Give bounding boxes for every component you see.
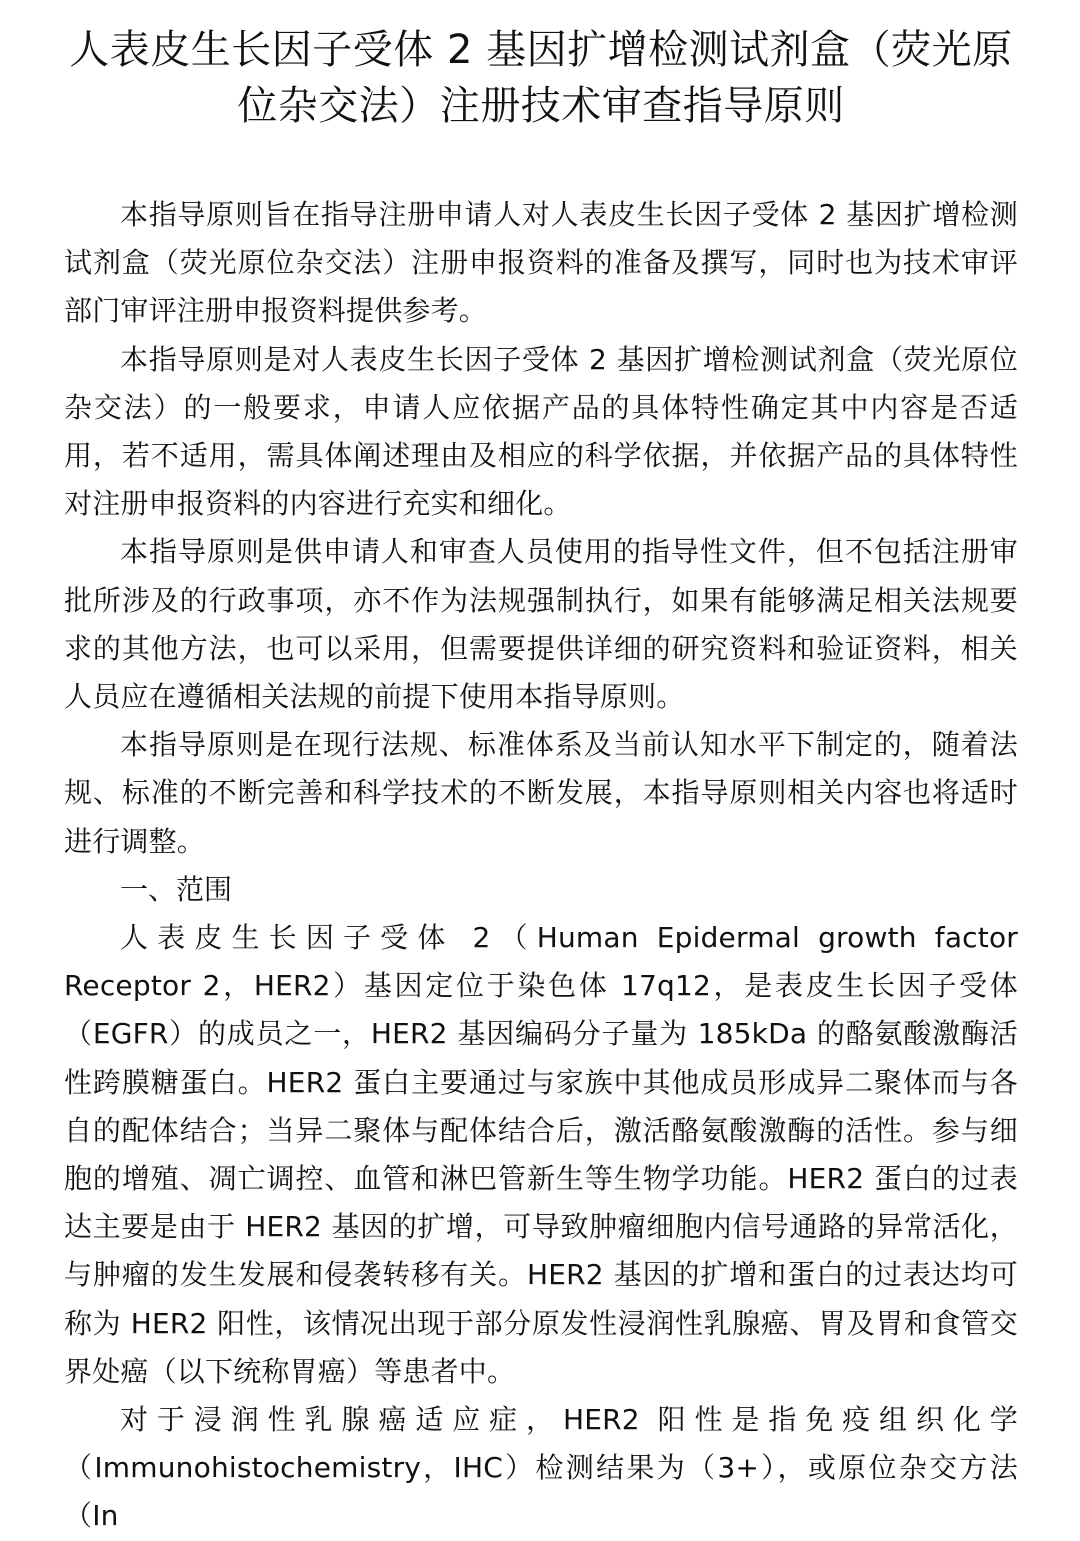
- section-paragraph-her2-background: 人表皮生长因子受体 2（Human Epidermal growth factor Receptor 2，HER2）基因定位于染色体 17q12，是表皮生长因子受体（EGFR）的成员之一，HER2 基因编码分子量为 185kDa 的酪氨酸激酶活性跨膜糖蛋白。HER2 蛋白主要通过与家族中其他成员形成异二聚体而与各自的配体结合；当异二聚体与配体结合后，激活酪氨酸激酶的活性。参与细胞的增殖、凋亡调控、血管和淋巴管新生等生物学功能。HER2 蛋白的过表达主要是由于 HER2 基因的扩增，可导致肿瘤细胞内信号通路的异常活化，与肿瘤的发生发展和侵袭转移有关。HER2 基因的扩增和蛋白的过表达均可称为 HER2 阳性，该情况出现于部分原发性浸润性乳腺癌、胃及胃和食管交界处癌（以下统称胃癌）等患者中。: [64, 921, 1018, 1388]
- intro-paragraph-update: 本指导原则是在现行法规、标准体系及当前认知水平下制定的，随着法规、标准的不断完善和科学技术的不断发展，本指导原则相关内容也将适时进行调整。: [64, 728, 1018, 858]
- document-body: [64, 191, 1018, 1541]
- section-paragraph-breast-cancer-indication: 对于浸润性乳腺癌适应症，HER2 阳性是指免疫组织化学（Immunohistochemistry，IHC）检测结果为（3+），或原位杂交方法（In: [64, 1403, 1018, 1533]
- section-heading-scope: 一、范围: [120, 872, 233, 906]
- intro-paragraph-nature: 本指导原则是供申请人和审查人员使用的指导性文件，但不包括注册审批所涉及的行政事项，亦不作为法规强制执行，如果有能够满足相关法规要求的其他方法，也可以采用，但需要提供详细的研究资料和验证资料，相关人员应在遵循相关法规的前提下使用本指导原则。: [64, 535, 1018, 714]
- intro-paragraph-scope: 本指导原则是对人表皮生长因子受体 2 基因扩增检测试剂盒（荧光原位杂交法）的一般要求，申请人应依据产品的具体特性确定其中内容是否适用，若不适用，需具体阐述理由及相应的科学依据，并依据产品的具体特性对注册申报资料的内容进行充实和细化。: [64, 342, 1018, 521]
- intro-paragraph-purpose: 本指导原则旨在指导注册申请人对人表皮生长因子受体 2 基因扩增检测试剂盒（荧光原位杂交法）注册申报资料的准备及撰写，同时也为技术审评部门审评注册申报资料提供参考。: [64, 198, 1018, 328]
- document-title: 人表皮生长因子受体 2 基因扩增检测试剂盒（荧光原位杂交法）注册技术审查指导原则: [69, 27, 1013, 129]
